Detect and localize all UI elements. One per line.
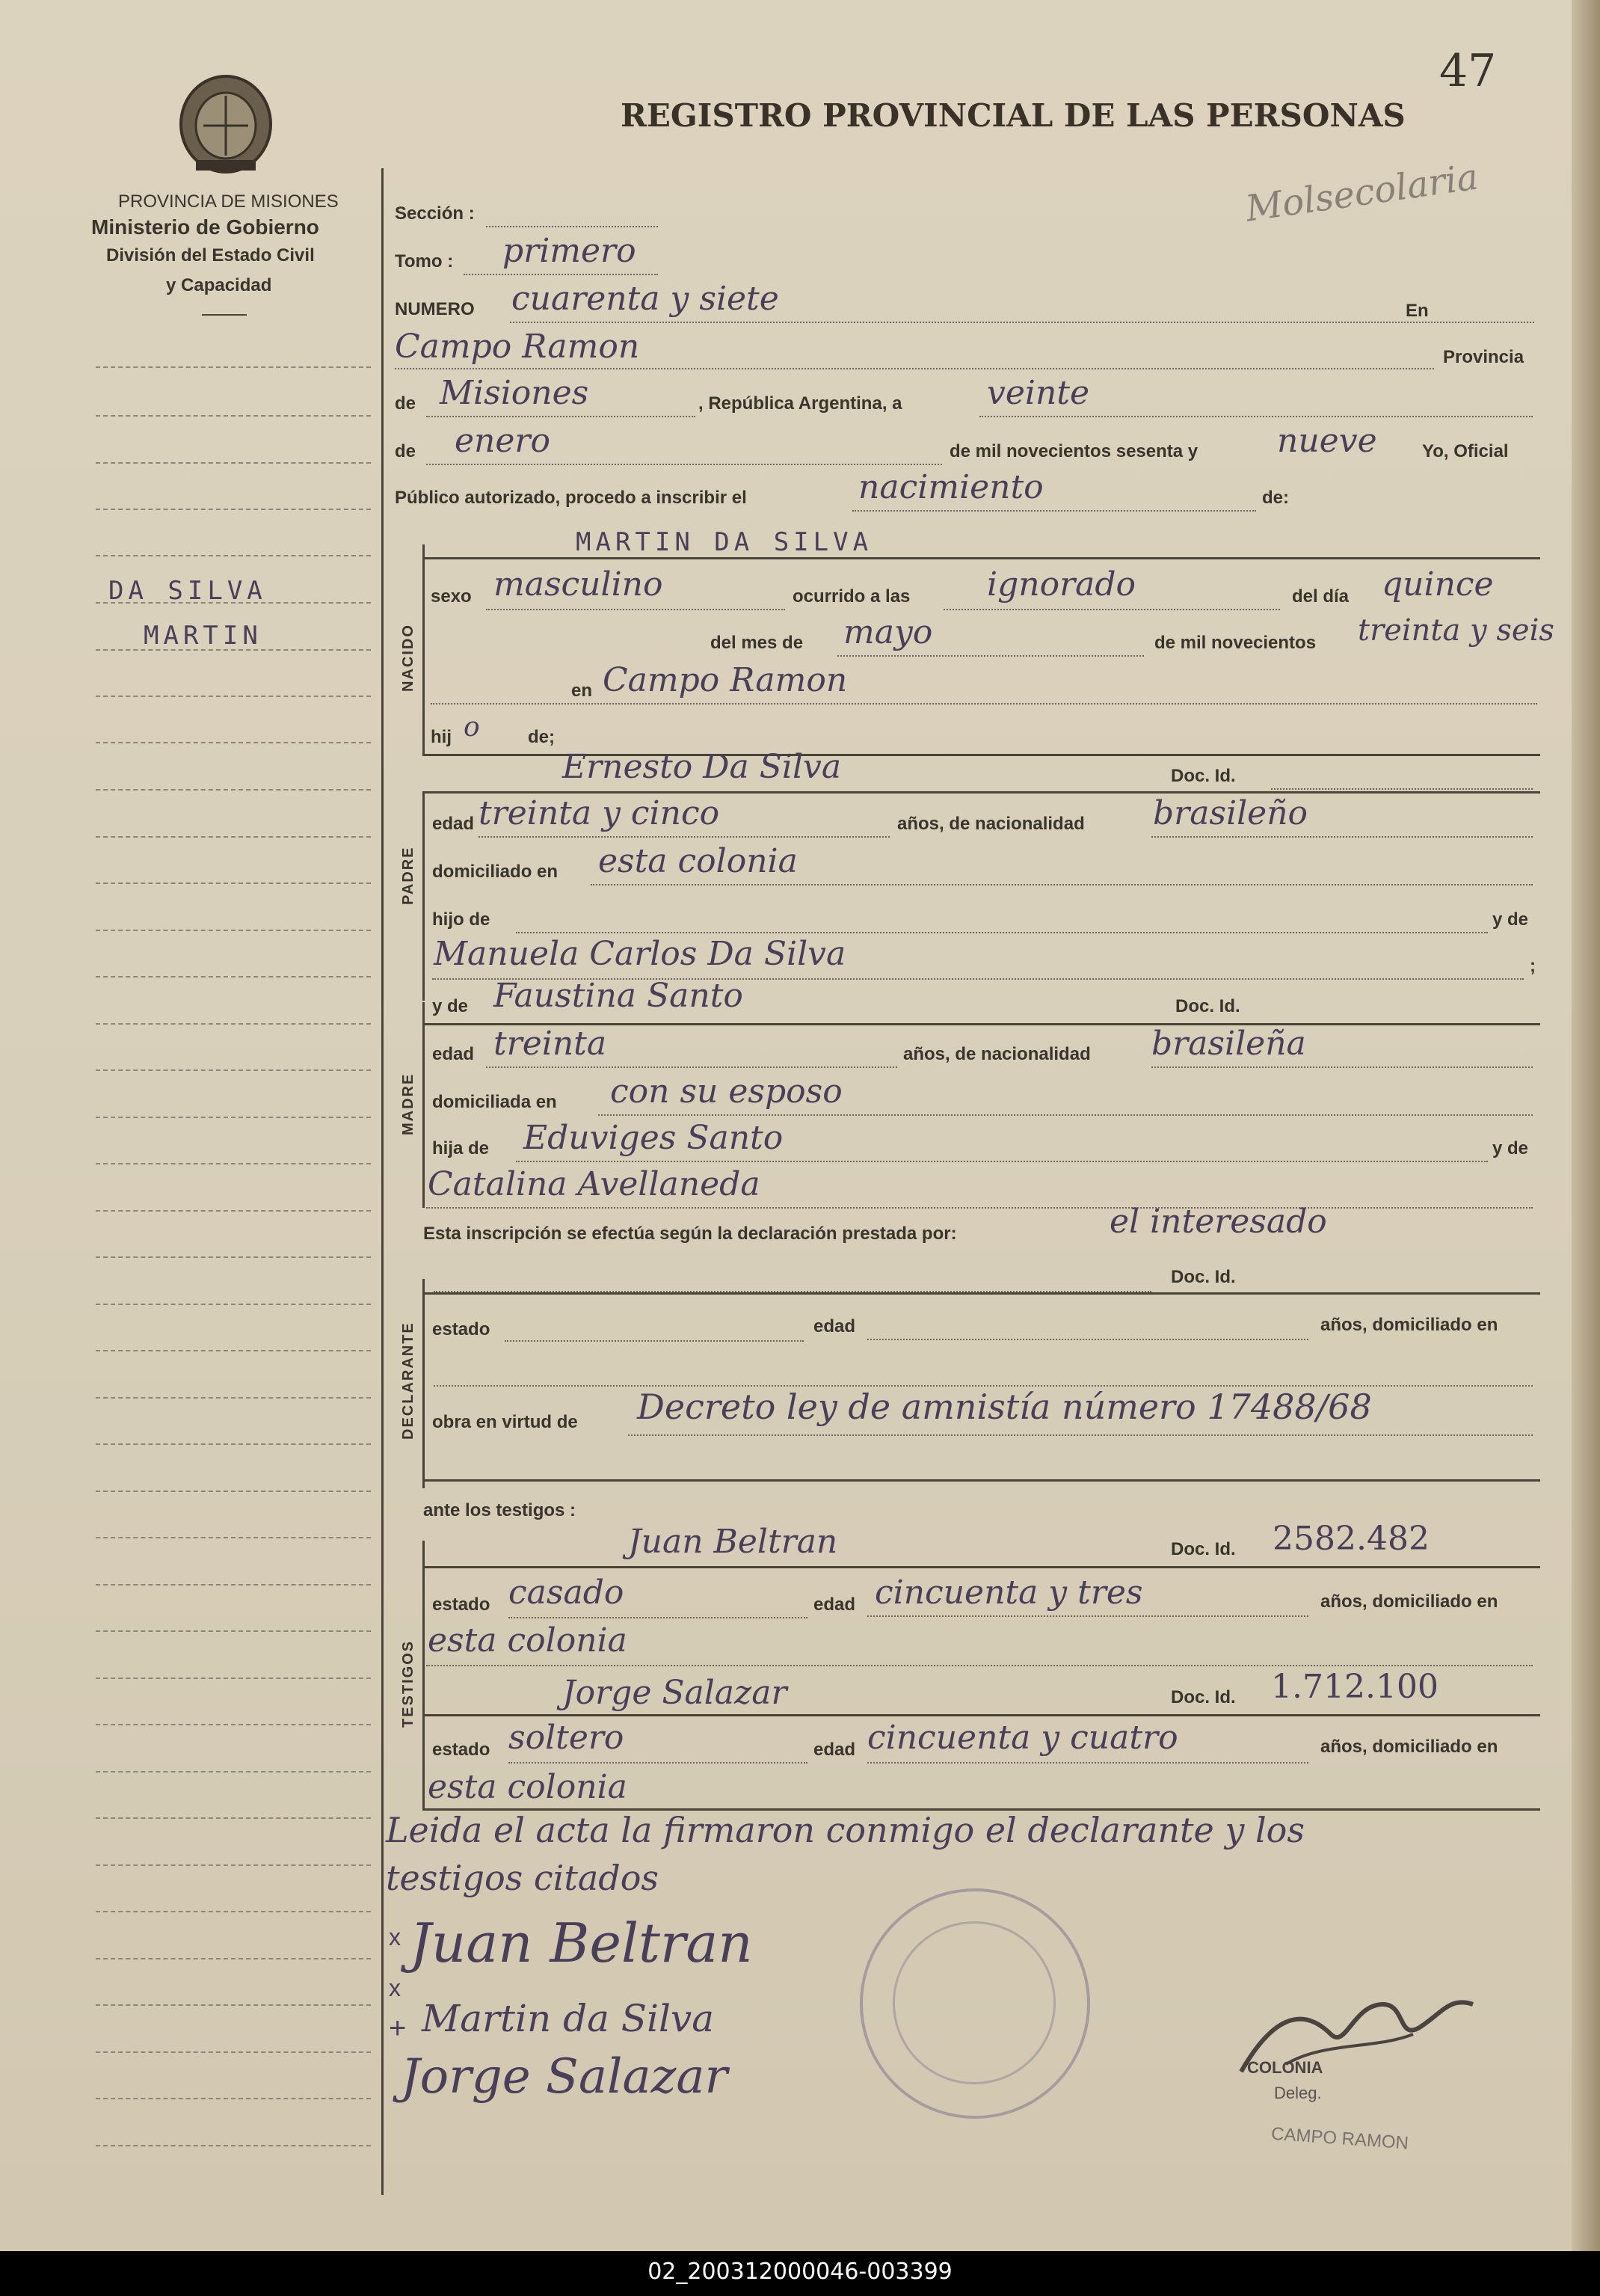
declaracion-value: el interesado [1110, 1203, 1327, 1241]
numero-label: NUMERO [395, 299, 475, 319]
dia-line [979, 416, 1533, 417]
numero-line [510, 322, 1534, 323]
official-seal-icon [860, 1888, 1090, 2119]
provincia-line [426, 416, 695, 417]
margin-rule [96, 1069, 371, 1071]
acto-value: nacimiento [858, 468, 1044, 506]
margin-rule [96, 883, 371, 884]
hijo-de-label: de; [528, 727, 555, 747]
anio-value: nueve [1277, 422, 1377, 460]
declarante-edad-line [867, 1339, 1308, 1340]
ante-testigos-label: ante los testigos : [423, 1500, 576, 1520]
padre-dom-line [591, 884, 1533, 885]
margin-rule [96, 1117, 371, 1118]
mes-value: enero [455, 422, 550, 460]
margin-rule [96, 1537, 371, 1538]
footer-id: 02_200312000046-003399 [647, 2259, 953, 2285]
en-label: En [1406, 301, 1429, 321]
padre-dom-value: esta colonia [598, 842, 798, 880]
nacido-anio-label: de mil novecientos [1154, 633, 1317, 653]
madre-madre-de-line [426, 1207, 1533, 1209]
cierre-line2: testigos citados [386, 1858, 659, 1898]
de-label-2: de [395, 441, 416, 461]
padre-semicolon: ; [1530, 956, 1536, 976]
madre-nac-value: brasileña [1151, 1025, 1306, 1063]
madre-nac-label: años, de nacionalidad [903, 1044, 1091, 1064]
hijo-value: o [464, 712, 480, 743]
testigo1-edad-label: edad [813, 1594, 856, 1615]
testigo2-top-rule [422, 1714, 1540, 1716]
nacido-mes-label: del mes de [710, 633, 804, 653]
obra-label: obra en virtud de [432, 1412, 578, 1432]
padre-nac-label: años, de nacionalidad [897, 814, 1085, 834]
hora-line [944, 609, 1280, 610]
madre-yde-label: y de [432, 996, 469, 1016]
seccion-label: Sección : [395, 203, 475, 224]
padre-bracket [422, 793, 425, 1001]
margin-rule [96, 836, 371, 838]
testigo1-edad-line [867, 1615, 1308, 1617]
margin-rule [96, 2004, 371, 2006]
madre-hija-value: Eduviges Santo [523, 1119, 784, 1157]
acto-line [852, 510, 1256, 512]
margin-rule [96, 415, 371, 417]
declarante-top-rule [422, 1292, 1540, 1295]
padre-edad-label: edad [432, 814, 475, 834]
madre-dom-label: domiciliada en [432, 1092, 557, 1112]
nacido-dia-value: quince [1382, 565, 1494, 604]
testigo2-doc-label: Doc. Id. [1171, 1687, 1236, 1707]
page-number: 47 [1439, 45, 1497, 97]
margin-given-name: MARTIN [144, 621, 262, 651]
provincia-label: Provincia [1443, 347, 1524, 367]
testigo1-estado-label: estado [432, 1594, 490, 1615]
declarante-estado-line [505, 1340, 804, 1342]
margin-rule [96, 976, 371, 977]
testigo2-estado-label: estado [432, 1740, 490, 1760]
madre-nombre: Faustina Santo [493, 977, 743, 1015]
firma-martin-da-silva: Martin da Silva [422, 1997, 715, 2040]
nacido-bracket [422, 544, 425, 755]
margin-rule [96, 1350, 371, 1351]
nacido-lugar-value: Campo Ramon [603, 661, 848, 699]
signature-mark-1: x [389, 1924, 401, 1950]
madre-dom-value: con su esposo [610, 1072, 843, 1111]
page-edge [1572, 0, 1600, 2251]
madre-doc-label: Doc. Id. [1175, 996, 1240, 1016]
nacido-nombre: MARTIN DA SILVA [576, 527, 873, 557]
firma-juan-beltran: Juan Beltran [410, 1912, 753, 1974]
margin-rule [96, 1678, 371, 1679]
tomo-value: primero [502, 232, 636, 270]
issuer-division: División del Estado Civil [106, 245, 315, 265]
nacido-mes-line [837, 655, 1144, 657]
nacido-dia-label: del día [1292, 586, 1350, 607]
oficial-stamp-colonia: COLONIA [1247, 2058, 1323, 2077]
testigo1-doc: 2582.482 [1273, 1520, 1430, 1558]
top-signature: Molsecolaria [1243, 156, 1481, 230]
testigos-section-label: TESTIGOS [400, 1639, 416, 1728]
numero-value: cuarenta y siete [511, 280, 779, 318]
margin-surname: DA SILVA [108, 576, 267, 606]
document-title: REGISTRO PROVINCIAL DE LAS PERSONAS [621, 97, 1406, 134]
nacido-section-label: NACIDO [400, 624, 416, 692]
testigo2-nombre: Jorge Salazar [562, 1674, 787, 1712]
hora-label: ocurrido a las [793, 586, 911, 607]
main-vertical-rule [381, 168, 384, 2195]
republica-label: , República Argentina, a [698, 393, 902, 414]
oficial-stamp-campo-ramon: CAMPO RAMON [1270, 2123, 1409, 2154]
padre-nac-line [1151, 836, 1533, 838]
issuer-ministry: Ministerio de Gobierno [91, 215, 319, 239]
declarante-section-label: DECLARANTE [400, 1322, 416, 1440]
margin-rule [96, 1817, 371, 1819]
padre-dom-label: domiciliado en [432, 862, 559, 882]
margin-rule [96, 1958, 371, 1959]
provincia-value: Misiones [440, 374, 589, 412]
margin-rule [96, 930, 371, 931]
testigo1-doc-label: Doc. Id. [1171, 1539, 1236, 1559]
signature-mark-2: x [389, 1974, 401, 2001]
declarante-bottom-rule [422, 1479, 1540, 1482]
nacido-en-label: en [571, 681, 593, 701]
hora-value: ignorado [987, 565, 1136, 604]
testigos-bracket [422, 1541, 425, 1810]
margin-rule [96, 555, 371, 556]
issuer-underline [202, 314, 247, 316]
margin-rule [96, 1210, 371, 1212]
padre-yde-label: y de [1492, 909, 1529, 930]
padre-nombre: Ernesto Da Silva [562, 748, 842, 786]
firma-jorge-salazar: Jorge Salazar [401, 2049, 728, 2105]
padre-edad-line [479, 836, 890, 838]
declarante-edad-label: edad [813, 1316, 856, 1336]
madre-hija-label: hija de [432, 1138, 490, 1158]
testigo2-estado-line [508, 1762, 807, 1764]
coat-of-arms-icon [173, 72, 278, 177]
madre-yde2-label: y de [1492, 1138, 1529, 1158]
padre-top-rule [422, 791, 1540, 794]
mes-line [426, 464, 942, 465]
lugar-value: Campo Ramon [395, 328, 640, 366]
margin-rule [96, 1023, 371, 1025]
anio-label: de mil novecientos sesenta y [950, 441, 1199, 461]
testigo2-edad: cincuenta y cuatro [867, 1719, 1178, 1757]
margin-rule [96, 509, 371, 510]
padre-nac-value: brasileño [1153, 794, 1308, 832]
madre-dom-line [598, 1114, 1533, 1116]
testigo1-top-rule [422, 1566, 1540, 1568]
obra-line [628, 1434, 1533, 1436]
margin-rule [96, 1397, 371, 1399]
testigo1-domicilio: esta colonia [428, 1621, 627, 1660]
madre-edad-value: treinta [493, 1025, 607, 1063]
testigo1-estado-line [508, 1617, 807, 1618]
testigo1-anios-label: años, domiciliado en [1320, 1591, 1498, 1612]
testigo1-estado: casado [508, 1574, 624, 1612]
publico-label: Público autorizado, procedo a inscribir el [395, 488, 747, 508]
yo-oficial-label: Yo, Oficial [1422, 441, 1509, 461]
de-label-1: de [395, 393, 416, 414]
signature-mark-3: + [389, 2012, 407, 2045]
margin-rule [96, 1584, 371, 1586]
footer-bar [0, 2251, 1600, 2296]
hijo-label: hij [431, 727, 452, 747]
issuer-province: PROVINCIA DE MISIONES [118, 191, 339, 212]
margin-rule [96, 1256, 371, 1258]
margin-rule [96, 2051, 371, 2053]
cierre-line1: Leida el acta la firmaron conmigo el declarante y los [386, 1810, 1305, 1850]
tomo-line [464, 274, 658, 275]
margin-rule [96, 462, 371, 464]
testigo2-estado: soltero [508, 1719, 624, 1757]
padre-hijo-de: Manuela Carlos Da Silva [434, 935, 846, 973]
madre-hija-line [516, 1161, 1488, 1162]
declarante-bracket [422, 1279, 425, 1488]
testigo2-anios-label: años, domiciliado en [1320, 1737, 1498, 1757]
de-colon-label: de: [1262, 488, 1289, 508]
testigo2-doc: 1.712.100 [1271, 1668, 1439, 1706]
padre-hijo-line [516, 932, 1488, 933]
margin-rule [96, 1304, 371, 1305]
margin-rule [96, 1163, 371, 1164]
madre-madre-de: Catalina Avellaneda [428, 1165, 760, 1203]
padre-doc-label: Doc. Id. [1171, 766, 1236, 786]
sexo-value: masculino [493, 565, 663, 604]
madre-section-label: MADRE [400, 1072, 416, 1135]
margin-rule [96, 2098, 371, 2099]
margin-rule [96, 1911, 371, 1912]
sexo-line [486, 609, 785, 610]
declaracion-label: Esta inscripción se efectúa según la declaración prestada por: [423, 1224, 957, 1244]
seccion-line [486, 226, 658, 227]
margin-rule [96, 696, 371, 697]
margin-rule [96, 2145, 371, 2146]
declarante-estado-label: estado [432, 1319, 490, 1339]
nacido-nombre-rule [422, 557, 1540, 559]
nacido-anio-value: treinta y seis [1358, 613, 1554, 648]
margin-rule [96, 789, 371, 791]
testigo2-edad-line [867, 1762, 1308, 1764]
margin-rule [96, 1771, 371, 1772]
declarante-doc-label: Doc. Id. [1171, 1267, 1236, 1287]
testigo2-domicilio: esta colonia [428, 1768, 627, 1806]
nacido-lugar-line [431, 703, 1537, 705]
margin-rule [96, 366, 371, 368]
dia-value: veinte [987, 374, 1090, 412]
declarante-anios-label: años, domiciliado en [1320, 1315, 1498, 1335]
padre-section-label: PADRE [400, 846, 416, 905]
padre-hijo-label: hijo de [432, 909, 490, 930]
testigo2-edad-label: edad [813, 1740, 856, 1760]
testigo1-nombre: Juan Beltran [628, 1523, 838, 1561]
margin-rule [96, 1491, 371, 1492]
madre-nac-line [1151, 1066, 1533, 1068]
oficial-stamp-deleg: Deleg. [1274, 2084, 1322, 2102]
tomo-label: Tomo : [395, 251, 454, 271]
madre-edad-line [486, 1066, 897, 1068]
madre-bracket [422, 1002, 425, 1208]
testigo1-dom-line [426, 1665, 1533, 1666]
nacido-mes-value: mayo [843, 613, 933, 651]
margin-rule [96, 742, 371, 743]
testigo1-edad: cincuenta y tres [875, 1574, 1143, 1612]
padre-edad-value: treinta y cinco [479, 794, 720, 832]
margin-rule [96, 1630, 371, 1632]
madre-edad-label: edad [432, 1044, 475, 1064]
sexo-label: sexo [431, 586, 472, 607]
padre-doc-line [1271, 788, 1533, 790]
lugar-line [395, 368, 1434, 369]
margin-rule [96, 1443, 371, 1445]
issuer-capacidad: y Capacidad [166, 275, 272, 295]
margin-rule [96, 1864, 371, 1866]
margin-rule [96, 1724, 371, 1725]
obra-value: Decreto ley de amnistía número 17488/68 [637, 1387, 1372, 1427]
